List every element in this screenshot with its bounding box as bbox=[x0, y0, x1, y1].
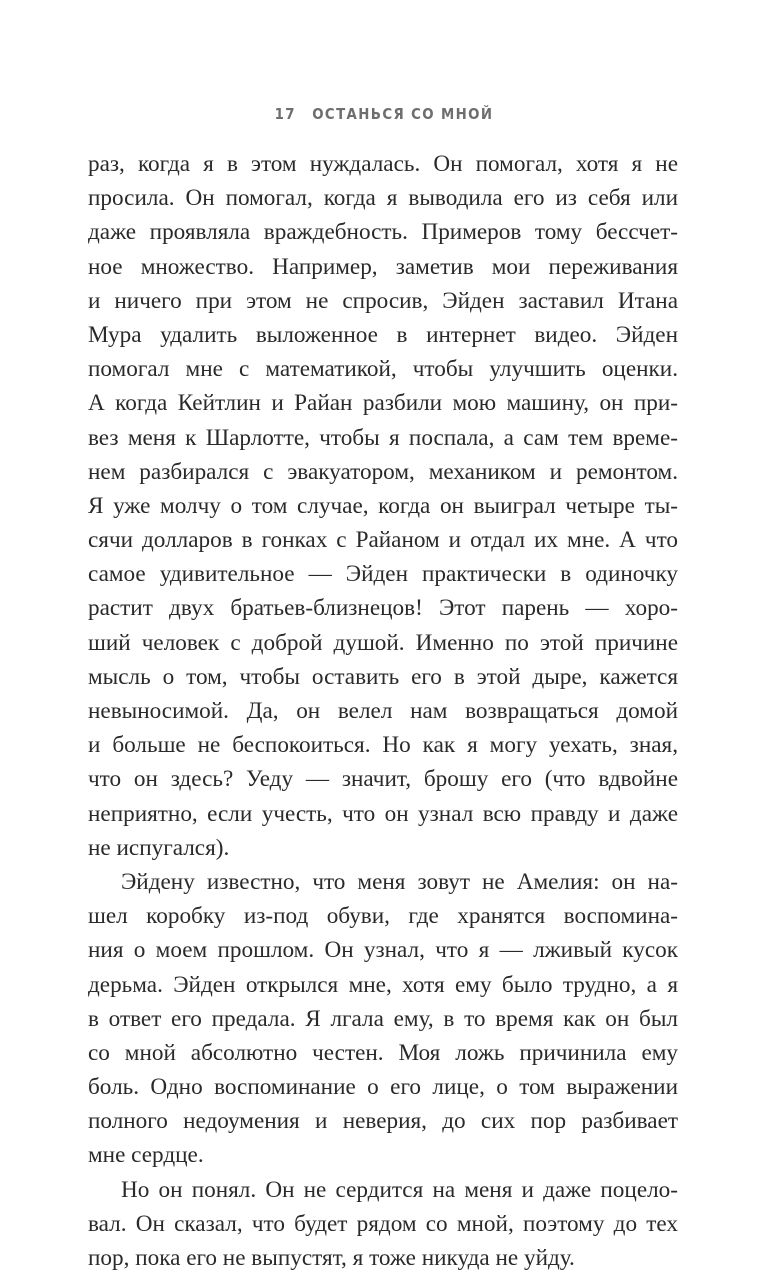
text-line: пор, пока его не выпустят, я тоже никуда не уйду. bbox=[88, 1245, 575, 1271]
text-line: неприятно, если учесть, что он узнал всю правду и даже bbox=[88, 800, 678, 827]
text-line: и больше не беспокоиться. Но как я могу уехать, зная, bbox=[88, 732, 678, 759]
text-line: Но он понял. Он не сердится на меня и даже поцело- bbox=[121, 1176, 678, 1203]
text-line: даже проявляла враждебность. Примеров тому бессчет- bbox=[88, 219, 678, 246]
text-line: ния о моем прошлом. Он узнал, что я — лживый кусок bbox=[88, 937, 678, 964]
body-text bbox=[88, 147, 678, 1275]
text-line: в ответ его предала. Я лгала ему, в то время как он был bbox=[88, 1005, 678, 1032]
text-line: растит двух братьев-близнецов! Этот парень — хоро- bbox=[88, 595, 678, 622]
text-line: сячи долларов в гонках с Райаном и отдал их мне. А что bbox=[88, 527, 678, 554]
book-title: ОСТАНЬСЯ СО МНОЙ bbox=[312, 105, 494, 123]
text-line: нем разбирался с эвакуатором, механиком и ремонтом. bbox=[88, 458, 678, 485]
text-line: дерьма. Эйден открылся мне, хотя ему было трудно, а я bbox=[88, 971, 678, 998]
text-line: и ничего при этом не спросив, Эйден заставил Итана bbox=[88, 287, 678, 314]
text-line: не испугался). bbox=[88, 834, 230, 861]
text-line: самое удивительное — Эйден практически в одиночку bbox=[88, 561, 678, 588]
paragraph bbox=[88, 865, 678, 1173]
text-line: со мной абсолютно честен. Моя ложь причинила ему bbox=[88, 1039, 678, 1066]
text-line: вал. Он сказал, что будет рядом со мной, поэтому до тех bbox=[88, 1210, 678, 1237]
text-line: шел коробку из-под обуви, где хранятся воспомина- bbox=[88, 903, 678, 930]
text-line: Эйдену известно, что меня зовут не Амелия: он на- bbox=[121, 868, 678, 895]
paragraph bbox=[88, 147, 678, 865]
text-line: Я уже молчу о том случае, когда он выиграл четыре ты- bbox=[88, 492, 678, 519]
text-line: просила. Он помогал, когда я выводила его из себя или bbox=[88, 185, 678, 212]
text-line: вез меня к Шарлотте, чтобы я поспала, а сам тем време- bbox=[88, 424, 678, 451]
text-line: помогал мне с математикой, чтобы улучшить оценки. bbox=[88, 356, 678, 383]
text-line: мне сердце. bbox=[88, 1142, 204, 1169]
text-line: боль. Одно воспоминание о его лице, о том выражении bbox=[88, 1074, 678, 1101]
text-line: ное множество. Например, заметив мои переживания bbox=[88, 253, 678, 280]
paragraph bbox=[88, 1173, 678, 1275]
text-line: полного недоумения и неверия, до сих пор разбивает bbox=[88, 1108, 678, 1135]
text-line: невыносимой. Да, он велел нам возвращаться домой bbox=[88, 698, 678, 724]
text-line: Мура удалить выложенное в интернет видео. Эйден bbox=[88, 321, 678, 348]
running-head bbox=[54, 104, 714, 124]
text-line: мысль о том, чтобы оставить его в этой дыре, кажется bbox=[88, 663, 678, 690]
text-line: раз, когда я в этом нуждалась. Он помогал, хотя я не bbox=[88, 151, 678, 177]
page-number: 17 bbox=[274, 105, 296, 123]
text-line: что он здесь? Уеду — значит, брошу его (что вдвойне bbox=[88, 766, 678, 793]
text-line: А когда Кейтлин и Райан разбили мою машину, он при- bbox=[88, 390, 678, 417]
text-line: ший человек с доброй душой. Именно по этой причине bbox=[88, 629, 678, 656]
